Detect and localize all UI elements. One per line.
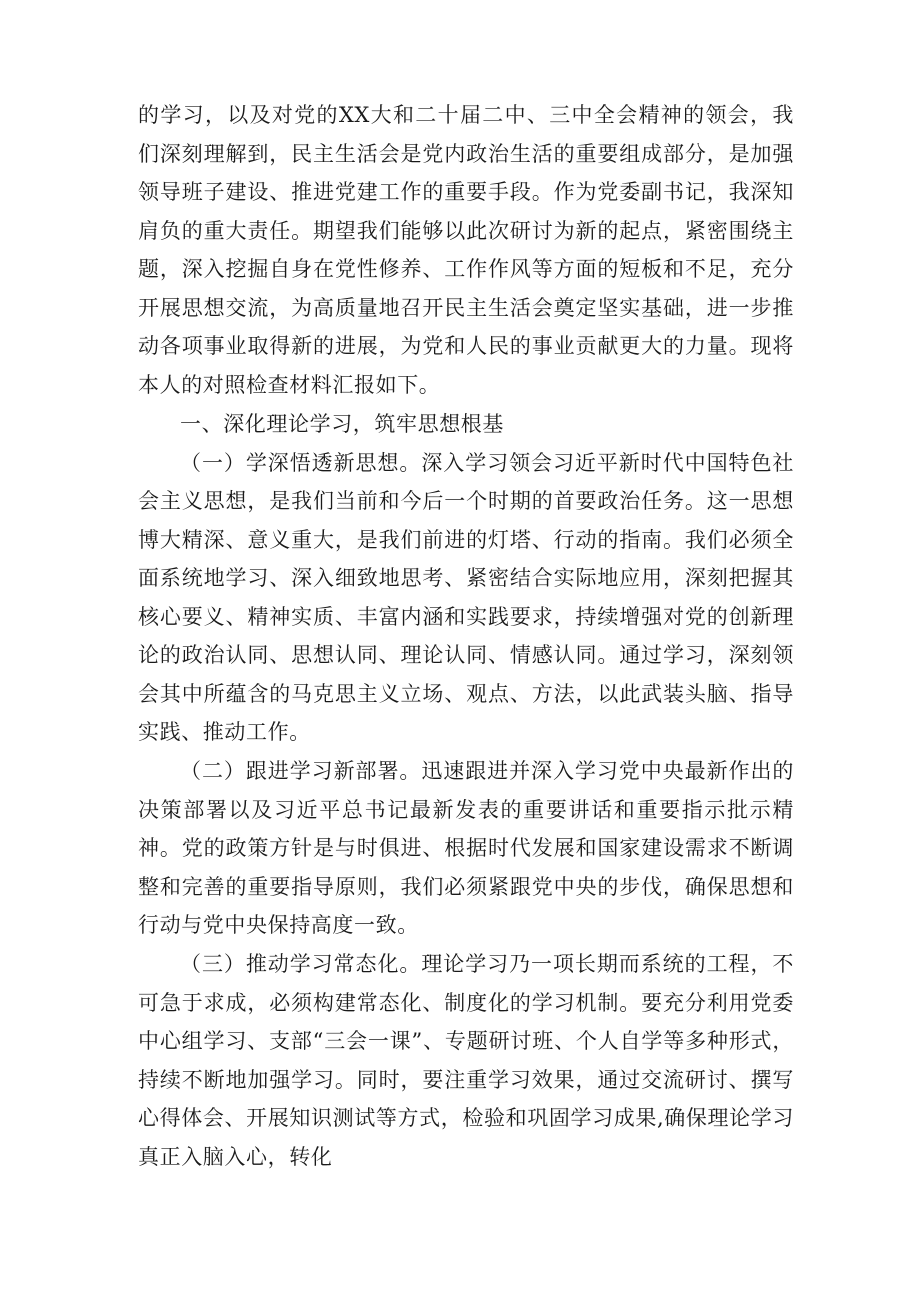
paragraph-intro-continuation: 的学习，以及对党的XX大和二十届二中、三中全会精神的领会，我们深刻理解到，民主生活会是党内政治生活的重要组成部分，是加强领导班子建设、推进党建工作的重要手段。作为党委副书记，我深知肩负的重大责任。期望我们能够以此次研讨为新的起点，紧密围绕主题，深入挖掘自身在党性修养、工作作风等方面的短板和不足，充分开展思想交流，为高质量地召开民主生活会奠定坚实基础，进一步推动各项事业取得新的进展，为党和人民的事业贡献更大的力量。现将本人的对照检查材料汇报如下。 — [138, 103, 794, 397]
paragraph-follow-new-deployment: （二）跟进学习新部署。迅速跟进并深入学习党中央最新作出的决策部署以及习近平总书记最新发表的重要讲话和重要指示批示精神。党的政策方针是与时俱进、根据时代发展和国家建设需求不断调整和完善的重要指导原则，我们必须紧跟党中央的步伐，确保思想和行动与党中央保持高度一致。 — [138, 759, 794, 937]
paragraph-normalize-learning: （三）推动学习常态化。理论学习乃一项长期而系统的工程，不可急于求成，必须构建常态化、制度化的学习机制。要充分利用党委中心组学习、支部“三会一课”、专题研讨班、个人自学等多种形式，持续不断地加强学习。同时，要注重学习效果，通过交流研讨、撰写心得体会、开展知识测试等方式，检验和巩固学习成果,确保理论学习真正入脑入心，转化 — [138, 952, 794, 1169]
paragraph-study-new-thought: （一）学深悟透新思想。深入学习领会习近平新时代中国特色社会主义思想，是我们当前和今后一个时期的首要政治任务。这一思想博大精深、意义重大，是我们前进的灯塔、行动的指南。我们必须全面系统地学习、深入细致地思考、紧密结合实际地应用，深刻把握其核心要义、精神实质、丰富内涵和实践要求，持续增强对党的创新理论的政治认同、思想认同、理论认同、情感认同。通过学习，深刻领会其中所蕴含的马克思主义立场、观点、方法，以此武装头脑、指导实践、推动工作。 — [138, 450, 794, 744]
section-heading-1: 一、深化理论学习，筑牢思想根基 — [180, 411, 504, 436]
document-body — [138, 96, 794, 1177]
